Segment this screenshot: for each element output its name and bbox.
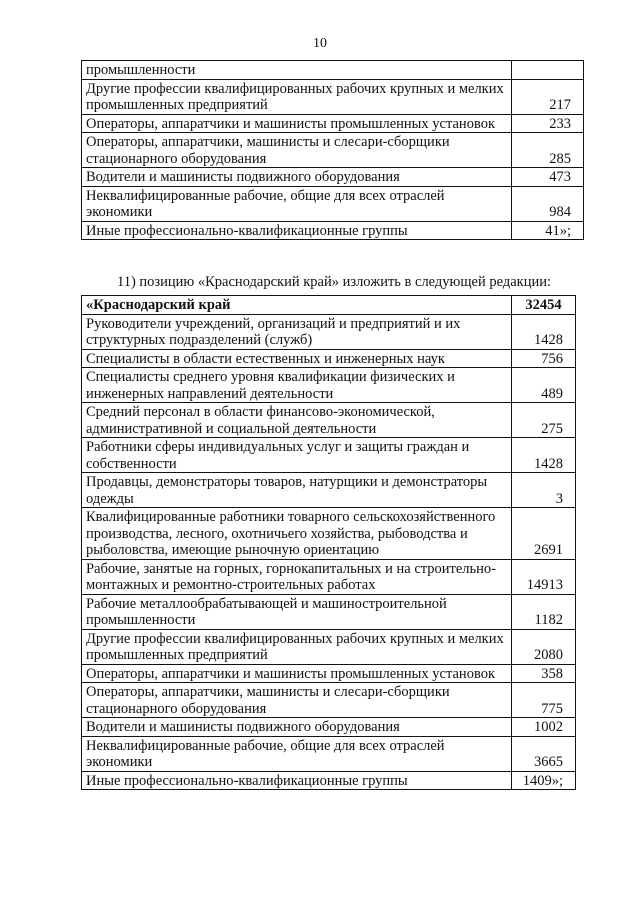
row-value: 358 [512,664,576,683]
row-value: 1428 [512,314,576,349]
row-value: 489 [512,368,576,403]
row-value: 3 [512,473,576,508]
row-value: 473 [512,168,584,187]
table-row [82,664,576,683]
row-name: Рабочие, занятые на горных, горнокапитальных и на строительно-монтажных и ремонтно-строительных работах [82,559,512,594]
table-row [82,594,576,629]
row-value: 233 [512,114,584,133]
table-row [82,79,584,114]
table-row [82,771,576,790]
table-row [82,168,584,187]
row-value: 3665 [512,736,576,771]
row-value: 1182 [512,594,576,629]
row-name: Иные профессионально-квалификационные группы [82,771,512,790]
table-row [82,683,576,718]
row-name: Операторы, аппаратчики, машинисты и слесари-сборщики стационарного оборудования [82,133,512,168]
table-row [82,61,584,80]
row-name: Неквалифицированные рабочие, общие для всех отраслей экономики [82,736,512,771]
row-value: 2691 [512,508,576,560]
row-value: 285 [512,133,584,168]
table-row [82,629,576,664]
row-value: 1002 [512,718,576,737]
row-name: промышленности [82,61,512,80]
table-row [82,133,584,168]
region-name: «Краснодарский край [82,296,512,315]
table-row [82,314,576,349]
region-total: 32454 [512,296,576,315]
table-row [82,736,576,771]
table-row [82,508,576,560]
row-value: 2080 [512,629,576,664]
row-name: Другие профессии квалифицированных рабочих крупных и мелких промышленных предприятий [82,629,512,664]
row-name: Операторы, аппаратчики и машинисты промышленных установок [82,114,512,133]
row-name: Неквалифицированные рабочие, общие для всех отраслей экономики [82,186,512,221]
table-row [82,349,576,368]
row-value [512,61,584,80]
row-value: 41»; [512,221,584,240]
table-header-row [82,296,576,315]
row-name: Специалисты среднего уровня квалификации физических и инженерных направлений деятельности [82,368,512,403]
row-value: 275 [512,403,576,438]
row-name: Водители и машинисты подвижного оборудования [82,718,512,737]
row-name: Квалифицированные работники товарного сельскохозяйственного производства, лесного, охотничьего хозяйства, рыбоводства и рыболовства, имеющие рыночную ориентацию [82,508,512,560]
row-name: Руководители учреждений, организаций и предприятий и их структурных подразделений (служб) [82,314,512,349]
table-row [82,403,576,438]
row-name: Рабочие металлообрабатывающей и машиностроительной промышленности [82,594,512,629]
page-number: 10 [313,36,327,51]
row-name: Другие профессии квалифицированных рабочих крупных и мелких промышленных предприятий [82,79,512,114]
row-name: Иные профессионально-квалификационные группы [82,221,512,240]
table-row [82,559,576,594]
table-row [82,473,576,508]
row-name: Специалисты в области естественных и инженерных наук [82,349,512,368]
row-value: 14913 [512,559,576,594]
krasnodar-occupation-table [81,295,576,790]
row-value: 1409»; [512,771,576,790]
occupation-table-continued [81,60,584,240]
row-name: Операторы, аппаратчики и машинисты промышленных установок [82,664,512,683]
row-value: 756 [512,349,576,368]
table-row [82,718,576,737]
amendment-instruction: 11) позицию «Краснодарский край» изложить в следующей редакции: [117,274,552,290]
table-row [82,186,584,221]
row-name: Работники сферы индивидуальных услуг и защиты граждан и собственности [82,438,512,473]
table-row [82,438,576,473]
table-row [82,221,584,240]
row-value: 1428 [512,438,576,473]
row-name: Продавцы, демонстраторы товаров, натурщики и демонстраторы одежды [82,473,512,508]
table-row [82,368,576,403]
row-value: 217 [512,79,584,114]
row-value: 984 [512,186,584,221]
row-value: 775 [512,683,576,718]
row-name: Средний персонал в области финансово-экономической, административной и социальной деятельности [82,403,512,438]
table-row [82,114,584,133]
row-name: Водители и машинисты подвижного оборудования [82,168,512,187]
row-name: Операторы, аппаратчики, машинисты и слесари-сборщики стационарного оборудования [82,683,512,718]
